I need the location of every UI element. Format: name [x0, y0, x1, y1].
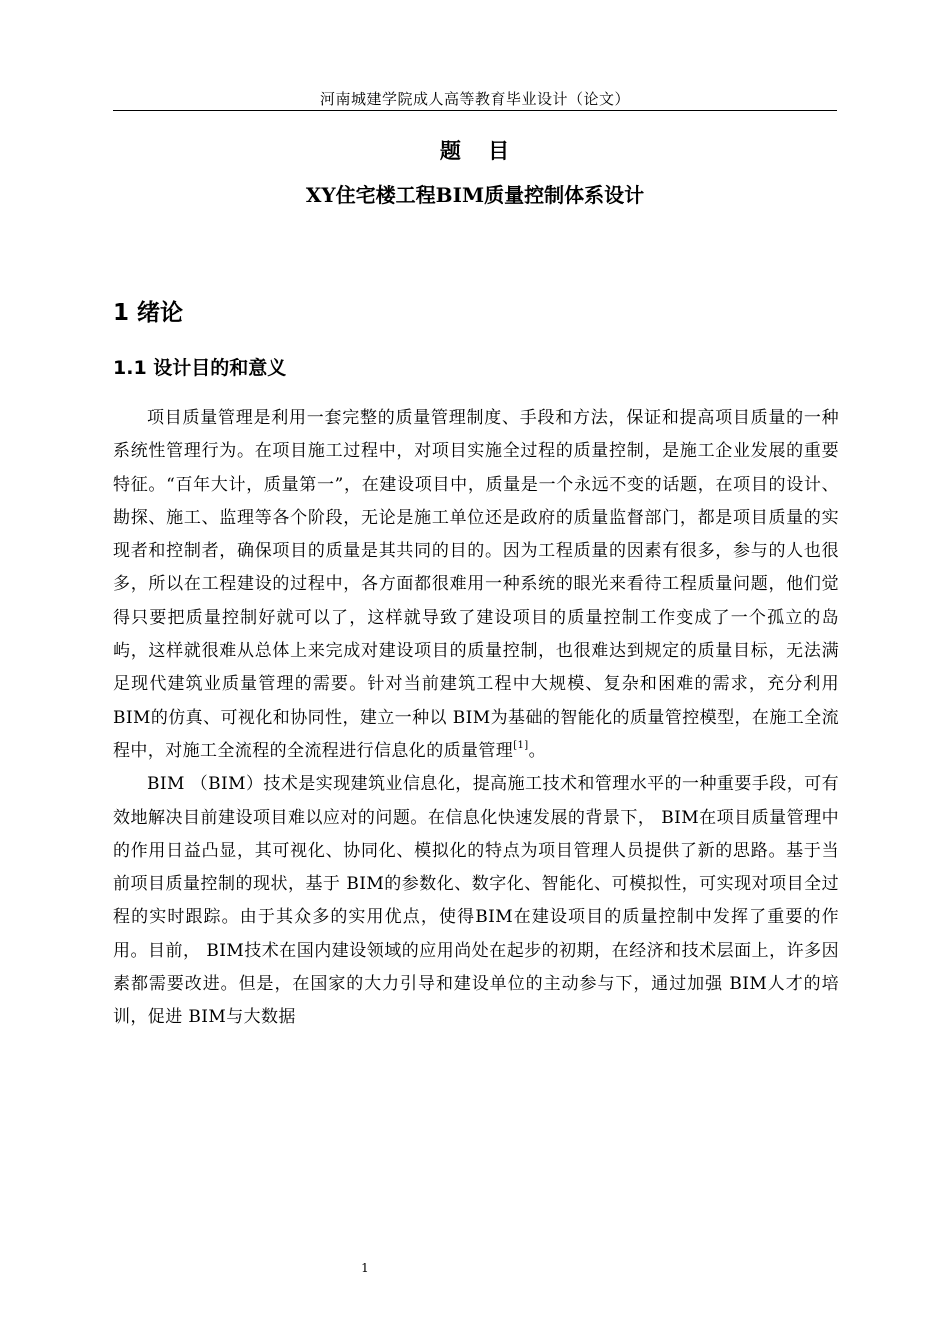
page-number: 1 [361, 1261, 369, 1275]
paragraph-end: 。 [528, 740, 546, 761]
running-header: 河南城建学院成人高等教育毕业设计（论文） [319, 90, 630, 108]
paragraph [113, 402, 839, 768]
body-text [113, 402, 839, 1035]
paragraph-text: BIM （BIM）技术是实现建筑业信息化，提高施工技术和管理水平的一种重要手段，可有效地解决目前建设项目难以应对的问题。在信息化快速发展的背景下， BIM在项目质量管理中的作用日益凸显，其可视化、协同化、模拟化的特点为项目管理人员提供了新的思路。基于当前项目质量控制的现状，基于 BIM的参数化、数字化、智能化、可模拟性，可实现对项目全过程的实时跟踪。由于其众多的实用优点，使得BIM在建设项目的质量控制中发挥了重要的作用。目前， BIM技术在国内建设领域的应用尚处在起步的初期，在经济和技术层面上，许多因素都需要改进。但是，在国家的大力引导和建设单位的主动参与下，通过加强 BIM人才的培训，促进 BIM与大数据 [113, 774, 839, 1028]
paragraph [113, 768, 839, 1034]
thesis-title: XY住宅楼工程BIM质量控制体系设计 [305, 183, 645, 207]
title-label: 题 目 [439, 138, 511, 163]
chapter-heading: 1 绪论 [113, 300, 184, 326]
header-divider [113, 110, 837, 111]
section-heading: 1.1 设计目的和意义 [113, 357, 287, 379]
citation-marker: [1] [513, 739, 529, 751]
paragraph-text: 项目质量管理是利用一套完整的质量管理制度、手段和方法，保证和提高项目质量的一种系统性管理行为。在项目施工过程中，对项目实施全过程的质量控制，是施工企业发展的重要特征。“百年大计，质量第一”，在建设项目中，质量是一个永远不变的话题，在项目的设计、勘探、施工、监理等各个阶段，无论是施工单位还是政府的质量监督部门，都是项目质量的实现者和控制者，确保项目的质量是其共同的目的。因为工程质量的因素有很多，参与的人也很多，所以在工程建设的过程中，各方面都很难用一种系统的眼光来看待工程质量问题，他们觉得只要把质量控制好就可以了，这样就导致了建设项目的质量控制工作变成了一个孤立的岛屿，这样就很难从总体上来完成对建设项目的质量控制，也很难达到规定的质量目标，无法满足现代建筑业质量管理的需要。针对当前建筑工程中大规模、复杂和困难的需求，充分利用 BIM的仿真、可视化和协同性，建立一种以 BIM为基础的智能化的质量管控模型，在施工全流程中，对施工全流程的全流程进行信息化的质量管理 [113, 408, 839, 761]
